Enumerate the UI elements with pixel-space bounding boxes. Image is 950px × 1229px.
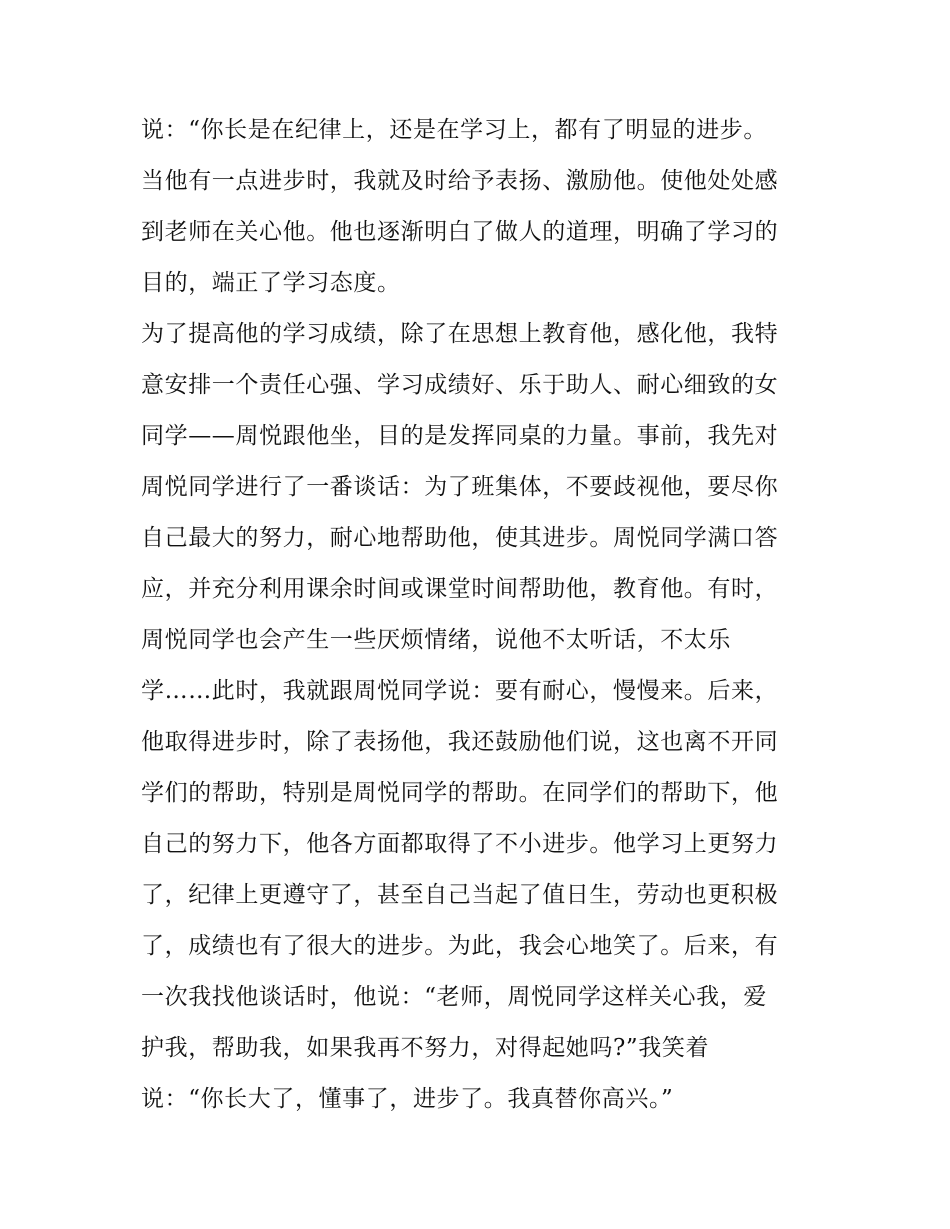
text-line: 到老师在关心他。他也逐渐明白了做人的道理，明确了学习的	[141, 219, 779, 245]
text-line: 了，成绩也有了很大的进步。为此，我会心地笑了。后来，有	[141, 933, 779, 959]
text-line: 意安排一个责任心强、学习成绩好、乐于助人、耐心细致的女	[141, 372, 779, 398]
text-line: 学们的帮助，特别是周悦同学的帮助。在同学们的帮助下，他	[141, 780, 779, 806]
text-line: 周悦同学也会产生一些厌烦情绪，说他不太听话，不太乐	[141, 627, 731, 653]
text-line: 同学——周悦跟他坐，目的是发挥同桌的力量。事前，我先对	[141, 423, 779, 449]
text-line: 说：“你长是在纪律上，还是在学习上，都有了明显的进步。	[141, 117, 767, 143]
text-line: 了，纪律上更遵守了，甚至自己当起了值日生，劳动也更积极	[141, 882, 779, 908]
text-line: 自己的努力下，他各方面都取得了不小进步。他学习上更努力	[141, 831, 779, 857]
body-text	[141, 108, 821, 1128]
text-line: 目的，端正了学习态度。	[141, 270, 401, 296]
text-line: 为了提高他的学习成绩，除了在思想上教育他，感化他，我特	[141, 321, 779, 347]
text-line: 应，并充分利用课余时间或课堂时间帮助他，教育他。有时，	[141, 576, 779, 602]
text-line: 自己最大的努力，耐心地帮助他，使其进步。周悦同学满口答	[141, 525, 779, 551]
text-line: 护我，帮助我，如果我再不努力，对得起她吗?”我笑着	[141, 1035, 710, 1061]
text-line: 一次我找他谈话时，他说：“老师，周悦同学这样关心我，爱	[141, 984, 767, 1010]
text-line: 当他有一点进步时，我就及时给予表扬、激励他。使他处处感	[141, 168, 779, 194]
text-line: 周悦同学进行了一番谈话：为了班集体，不要歧视他，要尽你	[141, 474, 779, 500]
text-line: 说：“你长大了，懂事了，进步了。我真替你高兴。”	[141, 1086, 674, 1112]
text-line: 他取得进步时，除了表扬他，我还鼓励他们说，这也离不开同	[141, 729, 779, 755]
text-line: 学……此时，我就跟周悦同学说：要有耐心，慢慢来。后来，	[141, 678, 779, 704]
